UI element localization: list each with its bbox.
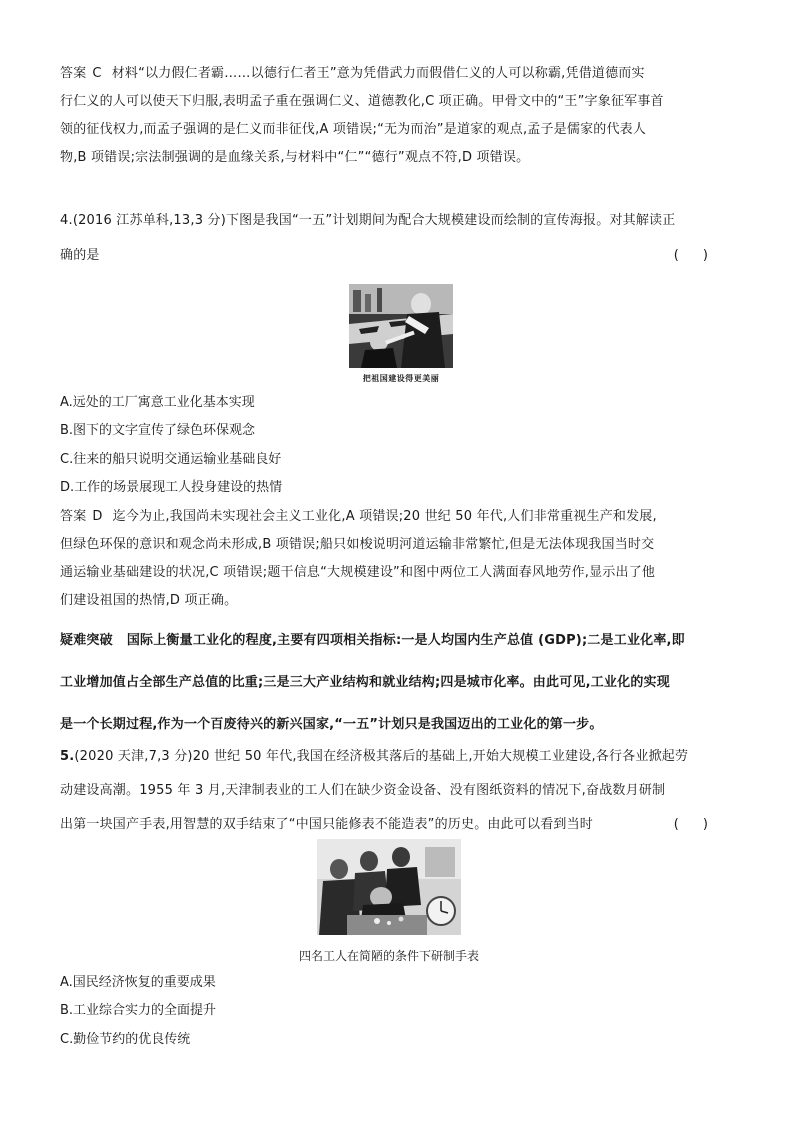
poster-illustration <box>349 284 453 368</box>
answer-label: 答案 <box>60 66 87 81</box>
option-c: C.勤俭节约的优良传统 <box>60 1032 191 1047</box>
question-number: 5. <box>60 749 75 764</box>
answer-parentheses: ( ) <box>673 817 718 832</box>
option-a: A.远处的工厂寓意工业化基本实现 <box>60 395 255 410</box>
propaganda-poster-image <box>349 284 453 368</box>
tip-block: 疑难突破 国际上衡量工业化的程度,主要有四项相关指标:一是人均国内生产总值 (GDP);二是工业化率,即 工业增加值占全部生产总值的比重;三是三大产业结构和就业结构;四是城市化率。由此可见,工业化的实现 是一个长期过程,作为一个百废待兴的新兴国家,“一五”计划只是我国迈出的工业化的第一步。 <box>60 633 685 732</box>
answer-block-prev <box>60 60 720 172</box>
answer-line: 行仁义的人可以使天下归服,表明孟子重在强调仁义、道德教化,C 项正确。甲骨文中的“王”字象征军事首 <box>60 94 664 109</box>
question-source: (2020 天津,7,3 分) <box>74 749 193 764</box>
option-d: D.工作的场景展现工人投身建设的热情 <box>60 480 283 495</box>
answer-block-q4: 答案 D 迄今为止,我国尚未实现社会主义工业化,A 项错误;20 世纪 50 年代,人们非常重视生产和发展, 但绿色环保的意识和观念尚未形成,B 项错误;船只如梭说明河道运输非常繁忙,但是无法体现我国当时交 通运输业基础建设的状况,C 项错误;题干信息“大规模建设”和图中两位工人满面春风地劳作,显示出了他 们建设祖国的热情,D 项正确。 <box>60 509 657 608</box>
answer-line: 答案 C 材料“以力假仁者霸……以德行仁者王”意为凭借武力而假借仁义的人可以称霸,凭借道德而实 <box>60 66 645 81</box>
workers-photo-image <box>317 839 461 935</box>
answer-key: D <box>92 509 103 524</box>
option-b: B.图下的文字宣传了绿色环保观念 <box>60 423 256 438</box>
option-c: C.往来的船只说明交通运输业基础良好 <box>60 452 282 467</box>
question-source: (2016 江苏单科,13,3 分) <box>72 213 226 228</box>
photo-caption: 四名工人在简陋的条件下研制手表 <box>298 949 479 963</box>
question-number: 4. <box>60 213 73 228</box>
answer-line: 领的征伐权力,而孟子强调的是仁义而非征伐,A 项错误;“无为而治”是道家的观点,孟子是儒家的代表人 <box>60 122 647 137</box>
answer-parentheses: ( ) <box>673 248 718 263</box>
answer-key: C <box>92 66 102 81</box>
answer-label: 答案 <box>60 509 87 524</box>
answer-line: 物,B 项错误;宗法制强调的是血缘关系,与材料中“仁”“德行”观点不符,D 项错误。 <box>60 150 530 165</box>
workers-photo <box>317 839 461 935</box>
option-a: A.国民经济恢复的重要成果 <box>60 975 216 990</box>
question-4-stem: 4.(2016 江苏单科,13,3 分)下图是我国“一五”计划期间为配合大规模建设而绘制的宣传海报。对其解读正 确的是 ( ) <box>60 196 720 276</box>
poster-caption: 把祖国建设得更美丽 <box>362 374 440 383</box>
question-5-stem: 5.(2020 天津,7,3 分)20 世纪 50 年代,我国在经济极其落后的基础上,开始大规模工业建设,各行各业掀起劳 动建设高潮。1955 年 3 月,天津制表业的工人们在缺少资金设备、没有图纸资料的情况下,奋战数月研制 出第一块国产手表,用智慧的双手结束了“中国只能修表不能造表”的历史。由此可以看到当时 ( ) <box>60 740 720 842</box>
option-b: B.工业综合实力的全面提升 <box>60 1003 217 1018</box>
tip-label: 疑难突破 <box>60 633 113 648</box>
